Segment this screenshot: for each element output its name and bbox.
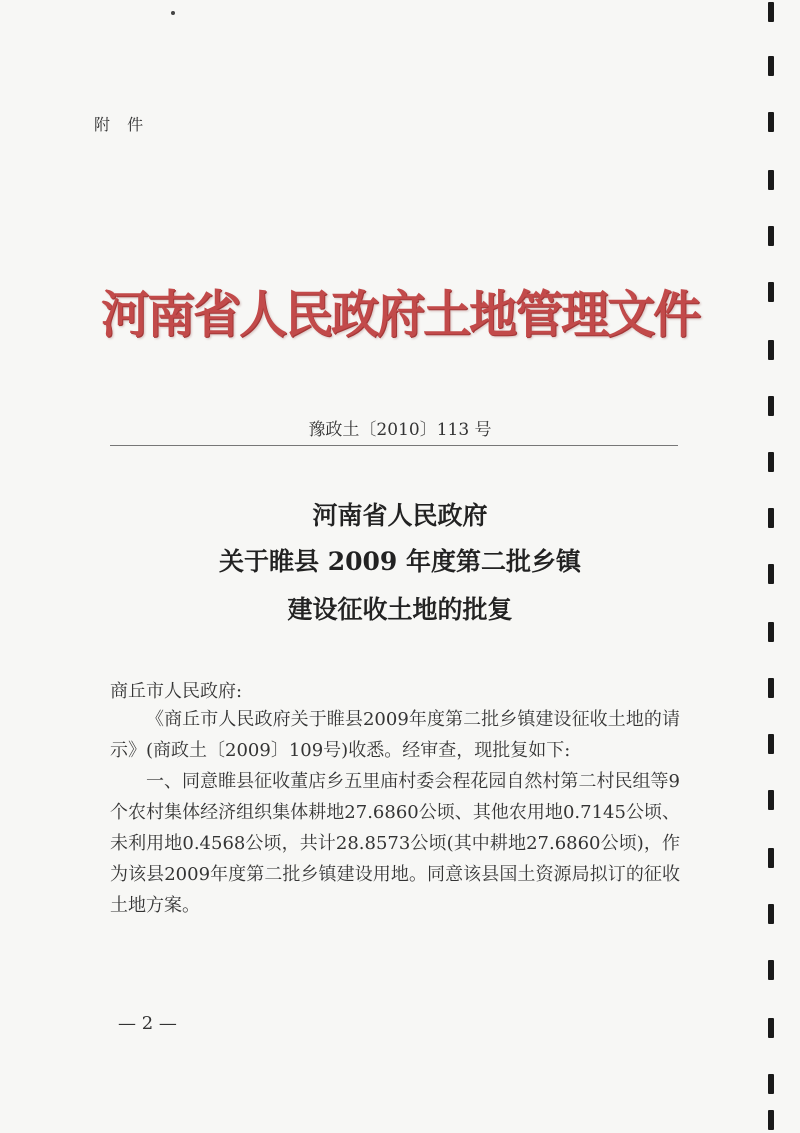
document-title-line-2: 关于睢县 2009 年度第二批乡镇 <box>219 547 581 576</box>
page-number: — 2 — <box>118 1013 177 1034</box>
binding-mark <box>768 112 774 132</box>
document-number: 豫政土〔2010〕113 号 <box>308 420 492 440</box>
binding-mark <box>768 848 774 868</box>
binding-mark <box>768 734 774 754</box>
binding-mark <box>768 1110 774 1130</box>
binding-mark <box>768 960 774 980</box>
binding-mark <box>768 282 774 302</box>
binding-mark <box>768 226 774 246</box>
binding-mark <box>768 452 774 472</box>
addressee: 商丘市人民政府: <box>110 681 243 702</box>
binding-mark <box>768 564 774 584</box>
binding-mark <box>768 790 774 810</box>
binding-mark <box>768 622 774 642</box>
document-body <box>110 704 680 921</box>
binding-mark <box>768 56 774 76</box>
header-divider <box>110 445 678 446</box>
speck-mark <box>171 11 175 15</box>
binding-mark <box>768 2 774 22</box>
binding-mark <box>768 904 774 924</box>
document-title-line-1: 河南省人民政府 <box>312 501 488 530</box>
binding-mark <box>768 508 774 528</box>
binding-mark <box>768 1074 774 1094</box>
body-paragraph: 《商丘市人民政府关于睢县2009年度第二批乡镇建设征收土地的请示》(商政土〔2009〕109号)收悉。经审查，现批复如下: <box>110 709 680 761</box>
document-title-line-3: 建设征收土地的批复 <box>287 595 513 624</box>
masthead-title: 河南省人民政府土地管理文件 <box>100 285 699 345</box>
binding-mark <box>768 396 774 416</box>
attachment-label: 附 件 <box>94 115 150 134</box>
binding-holes <box>768 0 780 1133</box>
body-paragraph: 一、同意睢县征收董店乡五里庙村委会程花园自然村第二村民组等9个农村集体经济组织集体耕地27.6860公顷、其他农用地0.7145公顷、未利用地0.4568公顷，共计28.8573公顷(其中耕地27.6860公顷)，作为该县2009年度第二批乡镇建设用地。同意该县国土资源局拟订的征收土地方案。 <box>110 771 680 916</box>
binding-mark <box>768 170 774 190</box>
binding-mark <box>768 340 774 360</box>
binding-mark <box>768 678 774 698</box>
binding-mark <box>768 1018 774 1038</box>
